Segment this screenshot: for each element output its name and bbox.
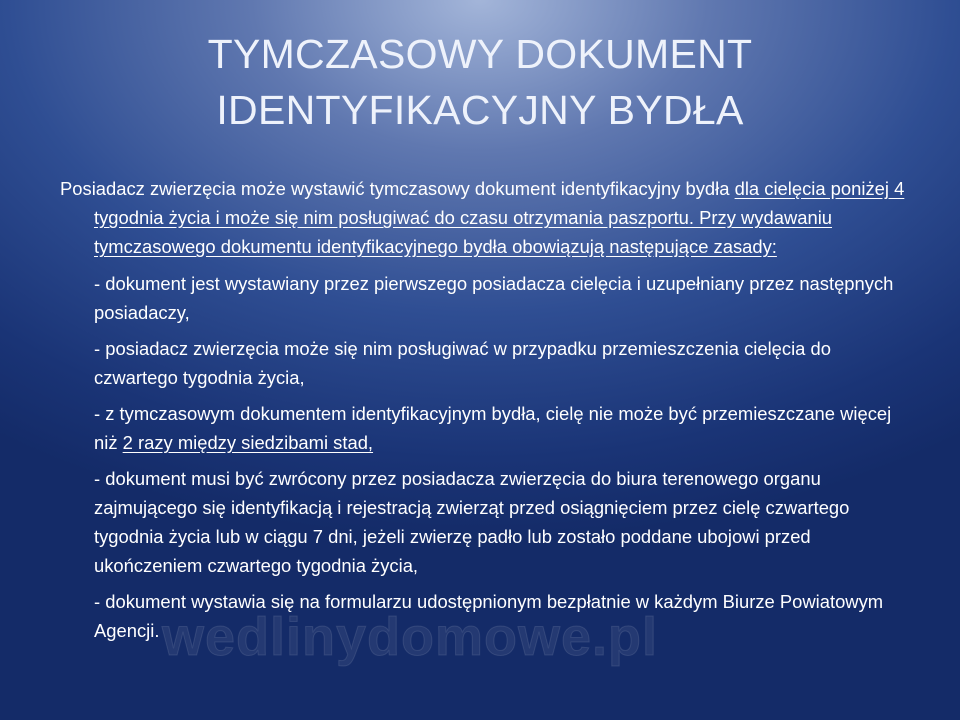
slide-title [60, 26, 900, 138]
rule-item-4 [94, 464, 912, 580]
watermark: wedlinydomowe.pl [162, 607, 659, 667]
rule-item-text: - posiadacz zwierzęcia może się nim posługiwać w przypadku przemieszczenia cielęcia do czwartego tygodnia życia, [94, 338, 831, 388]
rule-item-text: - dokument jest wystawiany przez pierwszego posiadacza cielęcia i uzupełniany przez następnych posiadaczy, [94, 273, 894, 323]
rule-item-1 [94, 269, 912, 327]
slide-body [60, 174, 912, 652]
rule-item-3 [94, 399, 912, 457]
rule-item-5 [94, 587, 912, 645]
rule-item-text: - z tymczasowym dokumentem identyfikacyjnym bydła, cielę nie może być przemieszczane więcej niż [94, 403, 892, 453]
rule-item-underlined-text: 2 razy między siedzibami stad, [122, 432, 374, 453]
intro-underlined-text: dla cielęcia poniżej 4 tygodnia życia i może się nim posługiwać do czasu otrzymania paszportu. Przy wydawaniu tymczasowego dokumentu identyfikacyjnego bydła obowiązują następujące zasady: [94, 178, 905, 257]
title-line-2: IDENTYFIKACYJNY BYDŁA [216, 87, 744, 133]
intro-text: Posiadacz zwierzęcia może wystawić tymczasowy dokument identyfikacyjny bydła [60, 178, 735, 199]
rule-item-text: - dokument wystawia się na formularzu udostępnionym bezpłatnie w każdym Biurze Powiatowym Agencji. [94, 591, 884, 641]
title-line-1: TYMCZASOWY DOKUMENT [207, 31, 753, 77]
intro-paragraph [60, 174, 912, 261]
rule-item-text: - dokument musi być zwrócony przez posiadacza zwierzęcia do biura terenowego organu zajmującego się identyfikacją i rejestracją zwierząt przed osiągnięciem przez cielę czwartego tygodnia życia lub w ciągu 7 dni, jeżeli zwierzę padło lub zostało poddane ubojowi przed ukończeniem czwartego tygodnia życia, [94, 468, 850, 576]
rule-item-2 [94, 334, 912, 392]
